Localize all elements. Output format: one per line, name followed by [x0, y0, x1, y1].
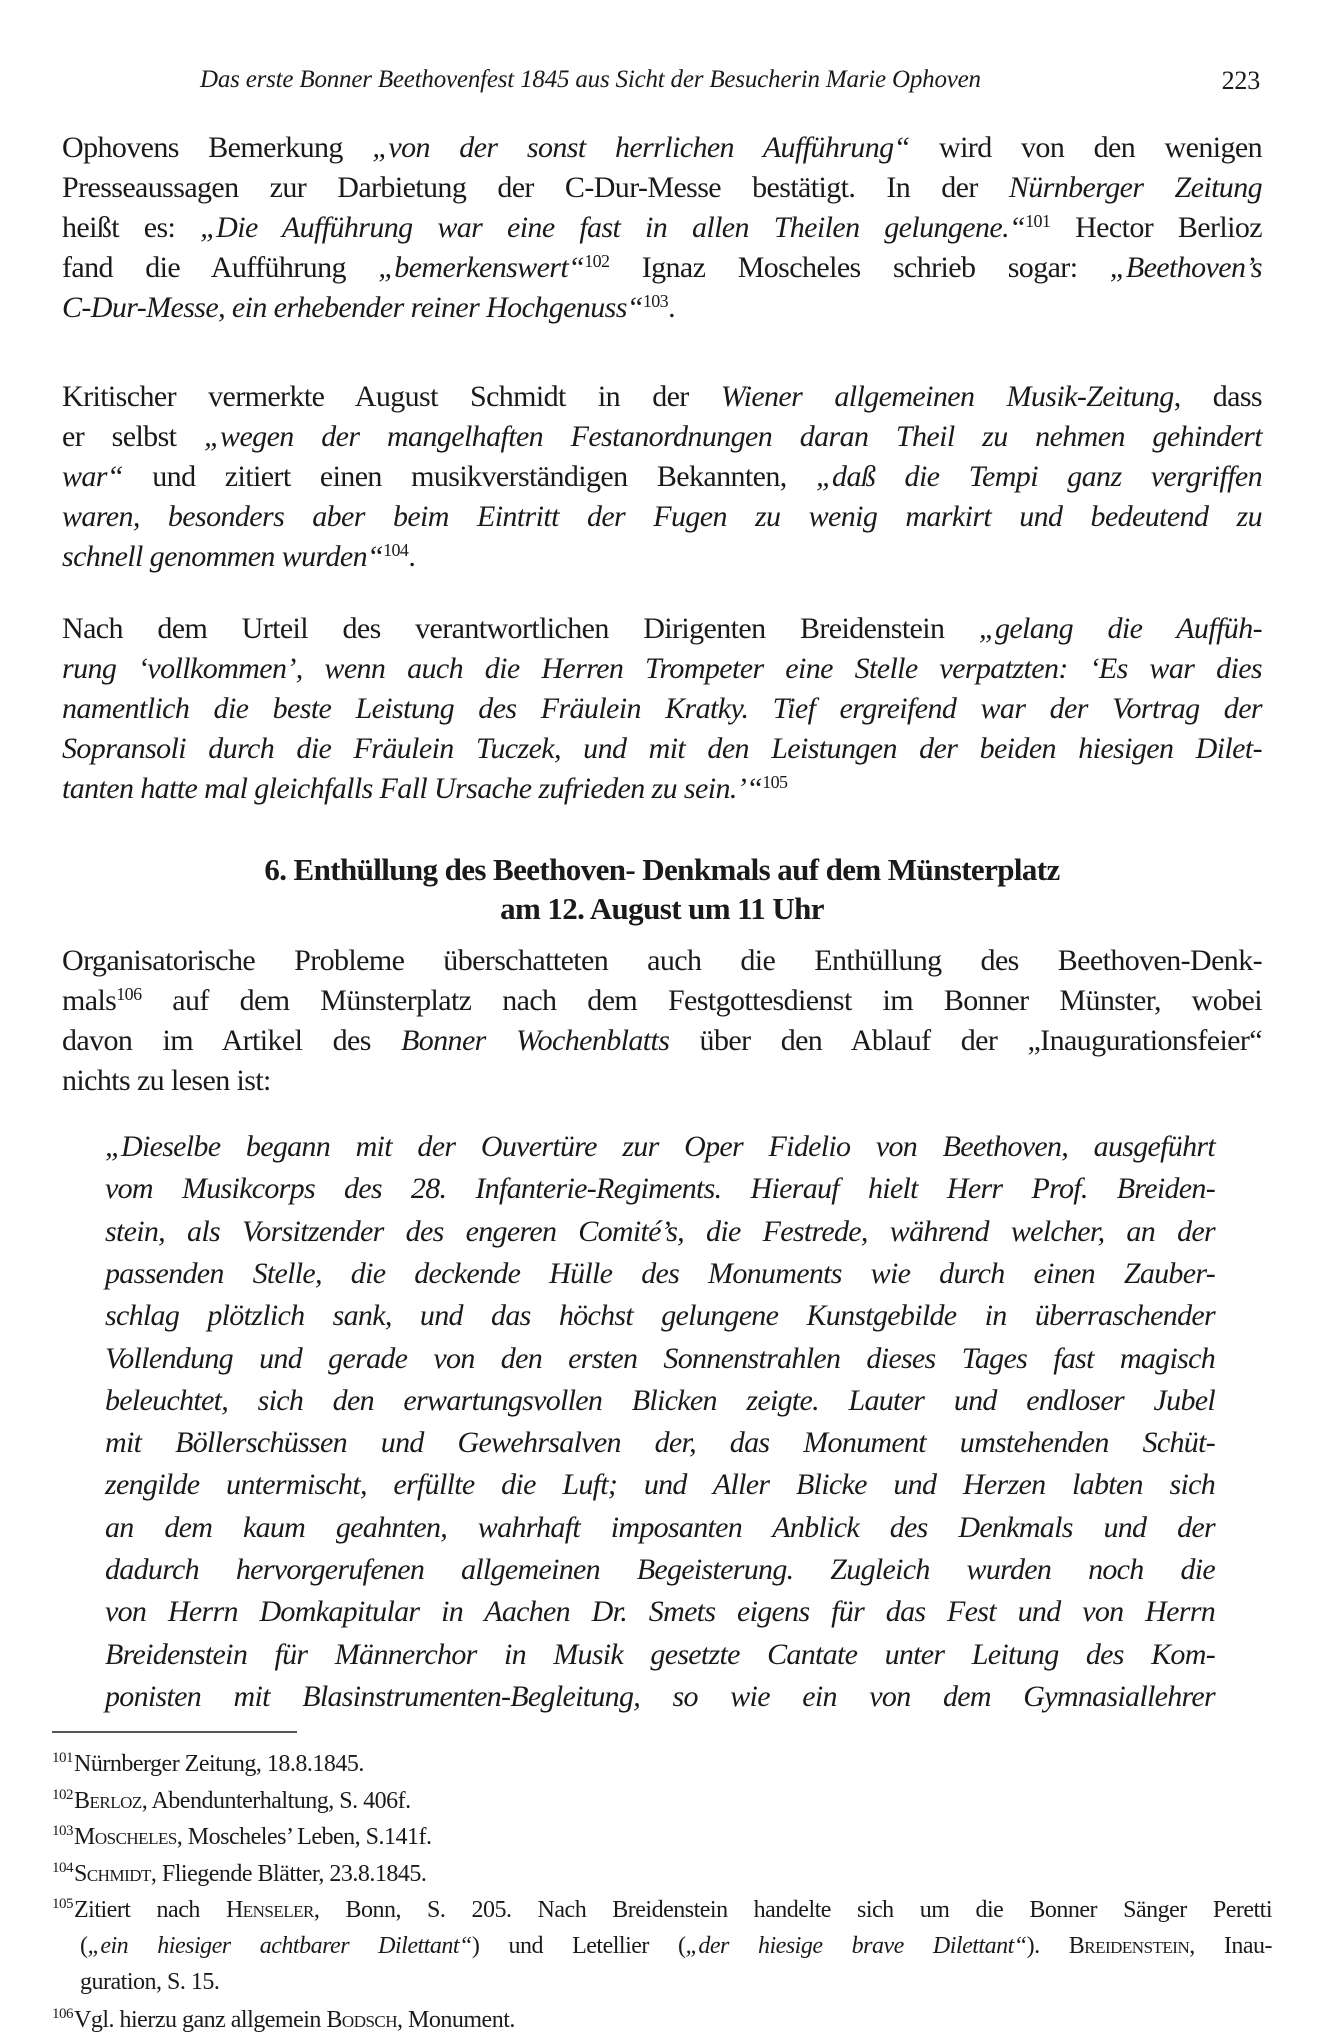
italic-quote: „Beethoven’s [1109, 251, 1262, 284]
text-run[interactable]: Kritischer vermerkte August Schmidt in der [62, 380, 721, 413]
footnote-separator [52, 1731, 297, 1733]
text-run[interactable]: ). [1026, 1932, 1069, 1959]
section-heading-line-2: am 12. August um 11 Uhr [500, 891, 824, 926]
text-run[interactable]: , Bonn, S. 205. Nach Breidenstein handelte sich um die Bonner Sänger Peretti [313, 1897, 1272, 1923]
text-run[interactable]: Nach dem Urteil des verantwortlichen Dirigenten Breidenstein [62, 612, 979, 645]
footnote-number: 102 [52, 1786, 73, 1803]
italic-quote: „daß die Tempi ganz vergriffen [815, 460, 1263, 493]
italic-quote: „gelang die Auffüh- [978, 612, 1262, 645]
paragraph-p4-line [62, 1024, 1262, 1058]
text-run[interactable]: Presseaussagen zur Darbietung der C-Dur-Messe bestätigt. In der [62, 171, 1009, 204]
paragraph-p4-line [62, 1064, 1262, 1098]
author-name: Henseler [225, 1897, 314, 1923]
italic-quote: „von der sonst herrlichen Aufführung“ [372, 131, 910, 164]
block-quote-line: stein, als Vorsitzender des engeren Comité’s, die Festrede, während welcher, an der [105, 1214, 1215, 1248]
footnote-number: 103 [52, 1823, 73, 1839]
footnote-reference[interactable]: 105 [762, 772, 788, 793]
paragraph-p1-line [62, 211, 1262, 245]
author-name: Breidenstein [1068, 1932, 1190, 1959]
text-run[interactable]: heißt es: [62, 211, 201, 244]
block-quote-line: von Herrn Domkapitular in Aachen Dr. Smets eigens für das Fest und von Herrn [105, 1595, 1215, 1629]
block-quote-line: vom Musikcorps des 28. Infanterie-Regiments. Hierauf hielt Herr Prof. Breiden- [105, 1172, 1215, 1206]
italic-quote: Sopransoli durch die Fräulein Tuczek, und mit den Leistungen der beiden hiesigen Dilet- [62, 732, 1262, 765]
block-quote-line: an dem kaum geahnten, wahrhaft imposanten Anblick des Denkmals und der [105, 1510, 1215, 1544]
footnote-105-continued [80, 1969, 1272, 1996]
paragraph-p3-line [62, 612, 1262, 646]
italic-quote: „wegen der mangelhaften Festanordnungen daran Theil zu nehmen gehindert [203, 420, 1262, 453]
footnote-number: 101 [52, 1750, 73, 1766]
text-run[interactable]: nichts zu lesen ist: [62, 1064, 271, 1097]
italic-quote: „bemerkenswert“ [378, 251, 585, 284]
footnote-reference[interactable]: 106 [116, 984, 142, 1005]
italic-quote: „ein hiesiger achtbarer Dilettant“ [87, 1932, 472, 1959]
text-run[interactable]: , Abendunterhaltung, S. 406f. [141, 1787, 411, 1814]
paragraph-p2-line [62, 380, 1262, 414]
paragraph-p3-line [62, 772, 1262, 806]
text-run[interactable]: . [408, 540, 416, 573]
paragraph-p4-line [62, 944, 1262, 978]
footnote-reference[interactable]: 101 [1025, 211, 1051, 232]
paragraph-p1-line [62, 251, 1262, 285]
italic-quote: namentlich die beste Leistung des Fräulein Kratky. Tief ergreifend war der Vortrag der [62, 692, 1262, 725]
footnote-reference[interactable]: 103 [642, 291, 669, 312]
paragraph-p4-line [62, 984, 1262, 1018]
footnote-number: 105 [52, 1896, 73, 1912]
section-heading-line-1: 6. Enthüllung des Beethoven- Denkmals auf dem Münsterplatz [264, 852, 1060, 887]
footnote-101 [52, 1750, 1272, 1778]
author-name: Schmidt [74, 1860, 151, 1887]
footnote-102 [52, 1787, 1272, 1815]
paragraph-p1-line [62, 291, 1262, 325]
block-quote-line: Vollendung und gerade von den ersten Sonnenstrahlen dieses Tages fast magisch [105, 1341, 1215, 1375]
block-quote-line: ponisten mit Blasinstrumenten-Begleitung, so wie ein von dem Gymnasiallehrer [105, 1679, 1215, 1713]
text-run[interactable]: Ophovens Bemerkung [62, 131, 373, 164]
text-run[interactable]: Vgl. hierzu ganz allgemein [74, 2006, 327, 2033]
text-run[interactable]: mals [62, 984, 117, 1017]
text-run[interactable]: auf dem Münsterplatz nach dem Festgottesdienst im Bonner Münster, wobei [141, 984, 1262, 1017]
italic-quote: tanten hatte mal gleichfalls Fall Ursache zufrieden zu sein.’“ [62, 772, 763, 805]
text-run[interactable]: , Moscheles’ Leben, S.141f. [176, 1824, 432, 1850]
text-run[interactable]: . [668, 291, 675, 324]
footnote-106 [52, 2006, 1272, 2034]
text-run[interactable]: ) und Letellier ( [471, 1932, 686, 1959]
footnote-number: 106 [52, 2005, 73, 2022]
text-run[interactable]: , Inau- [1189, 1932, 1273, 1959]
paragraph-p1-line [62, 131, 1262, 165]
text-run[interactable]: , Fliegende Blätter, 23.8.1845. [150, 1860, 427, 1887]
italic-quote: waren, besonders aber beim Eintritt der Fugen zu wenig markirt und bedeutend zu [62, 500, 1262, 533]
author-name: Moscheles [74, 1824, 177, 1850]
paragraph-p2-line [62, 420, 1262, 454]
block-quote-line: Breidenstein für Männerchor in Musik gesetzte Cantate unter Leitung des Kom- [105, 1637, 1215, 1671]
footnote-number: 104 [52, 1859, 73, 1876]
block-quote-line: dadurch hervorgerufenen allgemeinen Begeisterung. Zugleich wurden noch die [105, 1553, 1215, 1586]
text-run[interactable]: wird von den wenigen [909, 131, 1262, 164]
italic-quote: „der hiesige brave Dilettant“ [685, 1932, 1027, 1959]
text-run[interactable]: er selbst [62, 420, 204, 453]
block-quote-line: zengilde untermischt, erfüllte die Luft; und Aller Blicke und Herzen labten sich [105, 1468, 1215, 1502]
paragraph-p2-line [62, 540, 1262, 574]
author-name: Berloz [74, 1787, 142, 1814]
italic-quote: rung ‘vollkommen’, wenn auch die Herren Trompeter eine Stelle verpatzten: ‘Es war dies [62, 652, 1262, 685]
paragraph-p3-line [62, 692, 1262, 726]
text-run[interactable]: fand die Aufführung [62, 251, 379, 284]
text-run[interactable]: Organisatorische Probleme überschatteten auch die Enthüllung des Beethoven-Denk- [62, 944, 1262, 977]
paragraph-p1-line [62, 171, 1262, 205]
page-number: 223 [1221, 66, 1260, 95]
text-run[interactable]: davon im Artikel des [62, 1024, 402, 1057]
text-run[interactable]: guration, S. 15. [80, 1969, 220, 1995]
italic-quote: Wiener allgemeinen Musik-Zeitung [720, 380, 1174, 413]
text-run[interactable]: Ignaz Moscheles schrieb sogar: [609, 251, 1110, 284]
text-run[interactable]: ( [80, 1932, 88, 1959]
running-title: Das erste Bonner Beethovenfest 1845 aus Sicht der Besucherin Marie Ophoven [200, 66, 981, 93]
footnote-103 [52, 1823, 1272, 1851]
text-run[interactable]: , Monument. [397, 2006, 515, 2033]
footnote-reference[interactable]: 104 [383, 540, 409, 561]
footnote-reference[interactable]: 102 [584, 251, 610, 272]
footnote-104 [52, 1860, 1272, 1888]
text-run[interactable]: über den Ablauf der „Inaugurationsfeier“ [669, 1024, 1262, 1057]
text-run[interactable]: und zitiert einen musikverständigen Bekannten, [122, 460, 816, 493]
paragraph-p2-line [62, 460, 1262, 494]
italic-quote: war“ [62, 460, 123, 493]
block-quote-line: passenden Stelle, die deckende Hülle des Monuments wie durch einen Zauber- [105, 1256, 1215, 1290]
paragraph-p2-line [62, 500, 1262, 534]
author-name: Bodsch [326, 2006, 398, 2033]
italic-quote: Bonner Wochenblatts [401, 1024, 670, 1057]
block-quote-line: „Dieselbe begann mit der Ouvertüre zur Oper Fidelio von Beethoven, ausgeführt [105, 1130, 1215, 1163]
italic-quote: „Die Aufführung war eine fast in allen Theilen gelungene.“ [200, 211, 1026, 244]
text-run[interactable]: Nürnberger Zeitung, 18.8.1845. [74, 1751, 364, 1777]
text-run[interactable]: Hector Berlioz [1050, 211, 1262, 244]
block-quote-line: beleuchtet, sich den erwartungsvollen Blicken zeigte. Lauter und endloser Jubel [105, 1383, 1215, 1417]
text-run[interactable]: Zitiert nach [74, 1897, 226, 1923]
footnote-105-continued [80, 1933, 1272, 1960]
footnote-105 [52, 1896, 1272, 1924]
italic-quote: Nürnberger Zeitung [1008, 171, 1262, 204]
italic-quote: C-Dur-Messe, ein erhebender reiner Hochgenuss“ [62, 291, 643, 324]
italic-quote: schnell genommen wurden“ [62, 540, 384, 573]
paragraph-p3-line [62, 652, 1262, 686]
block-quote-line: mit Böllerschüssen und Gewehrsalven der, das Monument umstehenden Schüt- [105, 1426, 1215, 1460]
block-quote-line: schlag plötzlich sank, und das höchst gelungene Kunstgebilde in überraschender [105, 1299, 1215, 1333]
text-run[interactable]: , dass [1173, 380, 1262, 413]
paragraph-p3-line [62, 732, 1262, 766]
